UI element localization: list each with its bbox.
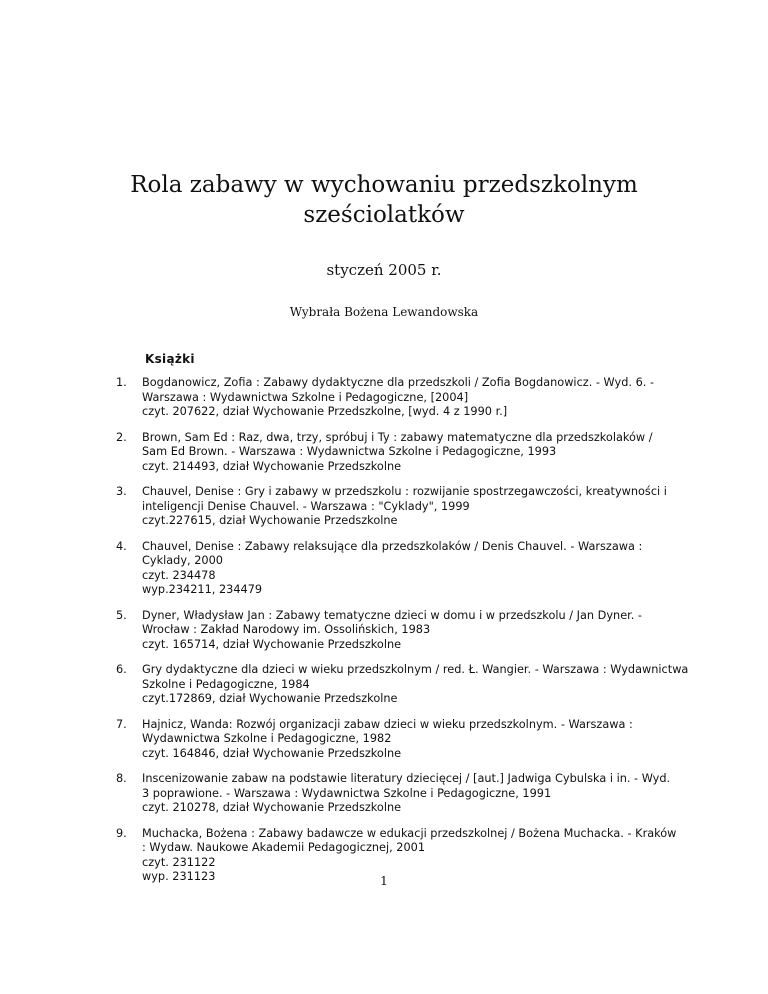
document-date: styczeń 2005 r. [326, 261, 442, 279]
entry-line: Cyklady, 2000 [142, 554, 223, 567]
entry-line: Inscenizowanie zabaw na podstawie literatury dziecięcej / [aut.] Jadwiga Cybulska i in. - Wyd. [142, 772, 671, 785]
entry-line: Sam Ed Brown. - Warszawa : Wydawnictwa Szkolne i Pedagogiczne, 1993 [142, 445, 557, 458]
entry-number: 1. [116, 376, 127, 389]
entry-line: Chauvel, Denise : Zabawy relaksujące dla przedszkolaków / Denis Chauvel. - Warszawa : [142, 539, 643, 553]
entry-line: czyt. 231122 [142, 855, 216, 869]
entry-line: Muchacka, Bożena : Zabawy badawcze w edukacji przedszkolnej / Bożena Muchacka. - Kraków [142, 826, 677, 840]
entry-line: czyt.172869, dział Wychowanie Przedszkolne [142, 692, 398, 705]
entry-line: czyt. 214493, dział Wychowanie Przedszkolne [142, 459, 402, 473]
entry-line: Wrocław : Zakład Narodowy im. Ossolińskich, 1983 [142, 623, 431, 636]
entry-line: czyt.227615, dział Wychowanie Przedszkolne [142, 514, 398, 527]
bibliography-entry [116, 540, 686, 598]
bibliography-list [116, 376, 689, 896]
entry-line: czyt. 165714, dział Wychowanie Przedszkolne [142, 637, 402, 651]
entry-line: czyt. 207622, dział Wychowanie Przedszkolne, [wyd. 4 z 1990 r.] [142, 405, 508, 418]
entry-line: Brown, Sam Ed : Raz, dwa, trzy, spróbuj i Ty : zabawy matematyczne dla przedszkolaków / [142, 430, 653, 444]
bibliography-entry [116, 772, 686, 816]
bibliography-entry [116, 718, 686, 762]
entry-line: Bogdanowicz, Zofia : Zabawy dydaktyczne dla przedszkoli / Zofia Bogdanowicz. - Wyd. 6. - [142, 376, 655, 389]
entry-line: Wydawnictwa Szkolne i Pedagogiczne, 1982 [142, 732, 392, 745]
title-line-1: Rola zabawy w wychowaniu przedszkolnym [130, 172, 638, 198]
entry-line: Chauvel, Denise : Gry i zabawy w przedszkolu : rozwijanie spostrzegawczości, kreatywności i [142, 485, 667, 498]
document-author: Wybrała Bożena Lewandowska [289, 305, 479, 319]
section-heading-books: Książki [145, 352, 195, 366]
bibliography-entry [116, 609, 686, 653]
entry-line: wyp. 231123 [142, 870, 216, 883]
entry-number: 2. [116, 430, 127, 444]
document-title [0, 170, 768, 230]
bibliography-entry [116, 431, 686, 475]
entry-line: 3 poprawione. - Warszawa : Wydawnictwa Szkolne i Pedagogiczne, 1991 [142, 786, 552, 800]
bibliography-entry [116, 376, 686, 420]
entry-number: 8. [116, 772, 127, 785]
entry-line: Hajnicz, Wanda: Rozwój organizacji zabaw dzieci w wieku przedszkolnym. - Warszawa : [142, 717, 633, 731]
entry-number: 9. [116, 826, 127, 840]
entry-number: 3. [116, 485, 127, 498]
page-number: 1 [380, 874, 388, 888]
entry-line: Dyner, Władysław Jan : Zabawy tematyczne dzieci w domu i w przedszkolu / Jan Dyner. - [142, 608, 643, 622]
entry-number: 6. [116, 663, 127, 676]
title-line-2: sześciolatków [303, 202, 465, 228]
entry-line: : Wydaw. Naukowe Akademii Pedagogicznej, 2001 [142, 841, 426, 854]
entry-line: czyt. 234478 [142, 568, 216, 582]
entry-number: 4. [116, 539, 127, 553]
entry-line: czyt. 164846, dział Wychowanie Przedszkolne [142, 746, 402, 760]
entry-line: wyp.234211, 234479 [142, 583, 263, 596]
entry-line: Szkolne i Pedagogiczne, 1984 [142, 677, 310, 691]
entry-line: Warszawa : Wydawnictwa Szkolne i Pedagogiczne, [2004] [142, 390, 469, 404]
bibliography-entry [116, 663, 689, 707]
entry-line: inteligencji Denise Chauvel. - Warszawa : "Cyklady", 1999 [142, 499, 470, 513]
bibliography-entry [116, 485, 686, 529]
entry-line: Gry dydaktyczne dla dzieci w wieku przedszkolnym / red. Ł. Wangier. - Warszawa : Wydawnictwa [142, 663, 689, 676]
entry-number: 5. [116, 608, 127, 622]
entry-number: 7. [116, 717, 127, 731]
entry-line: czyt. 210278, dział Wychowanie Przedszkolne [142, 801, 402, 814]
